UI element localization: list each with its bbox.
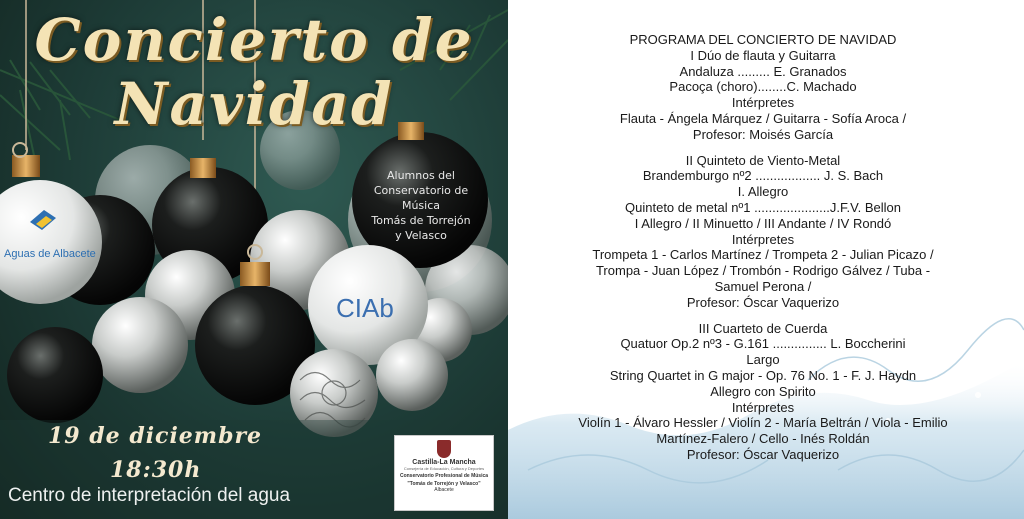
caption-line: Alumnos del <box>386 169 455 182</box>
event-venue: Centro de interpretación del agua <box>8 485 291 506</box>
logo-department: Consejería de Educación, Cultura y Deportes <box>403 466 485 471</box>
program-line: Intérpretes <box>731 95 795 111</box>
program-line: III Cuarteto de Cuerda <box>698 320 828 336</box>
program-line: Flauta - Ángela Márquez / Guitarra - Sofía Aroca / <box>619 110 907 126</box>
logo-school-line1: Conservatorio Profesional de Música <box>399 473 489 479</box>
program-line: I Dúo de flauta y Guitarra <box>690 47 836 63</box>
program-line: Allegro con Spirito <box>710 383 816 399</box>
caption-line: Música <box>401 199 441 212</box>
concert-program <box>508 0 1024 519</box>
program-line: Martínez-Falero / Cello - Inés Roldán <box>656 431 870 447</box>
section-gap <box>508 143 1018 153</box>
program-line: Largo <box>746 352 780 368</box>
program-line: Pacoça (choro)........C. Machado <box>669 79 857 95</box>
program-line: Brandemburgo nº2 .................. J. S. Bach <box>642 168 884 184</box>
program-line: Andaluza ......... E. Granados <box>679 63 847 79</box>
caption-line: Conservatorio de <box>373 184 469 197</box>
program-line: String Quartet in G major - Op. 76 No. 1 - F. J. Haydn <box>609 367 917 383</box>
program-line: Profesor: Óscar Vaquerizo <box>686 294 840 310</box>
sponsor-aguas-label: Aguas de Albacete <box>4 248 96 260</box>
caption-line: Tomás de Torrejón <box>371 214 471 227</box>
program-line: Profesor: Óscar Vaquerizo <box>686 446 840 462</box>
program-line: Quatuor Op.2 nº3 - G.161 ............... L. Boccherini <box>620 336 906 352</box>
program-line: Quinteto de metal nº1 .....................J.F.V. Bellon <box>625 199 901 215</box>
program-line: Trompeta 1 - Carlos Martínez / Trompeta 2 - Julian Picazo / <box>592 247 934 263</box>
logo-school-line2: "Tomás de Torrejón y Velasco" <box>407 481 481 487</box>
event-time: 18:30h <box>110 457 202 483</box>
program-line: Profesor: Moisés García <box>692 126 834 142</box>
logo-region: Castilla-La Mancha <box>412 459 476 466</box>
event-date: 19 de diciembre <box>48 423 263 449</box>
section-gap <box>508 311 1018 321</box>
sponsor-ciab-label: CIAb <box>336 293 394 323</box>
program-line: Intérpretes <box>731 231 795 247</box>
conservatory-logo <box>394 435 494 511</box>
program-text <box>508 32 1018 463</box>
program-line: I. Allegro <box>737 184 789 200</box>
program-line: Violín 1 - Álvaro Hessler / Violín 2 - María Beltrán / Viola - Emilio <box>578 415 948 431</box>
poster-title-line2: Navidad <box>114 70 394 138</box>
program-line: II Quinteto de Viento-Metal <box>685 152 841 168</box>
program-line: Intérpretes <box>731 399 795 415</box>
program-line: Trompa - Juan López / Trombón - Rodrigo Gálvez / Tuba - <box>595 263 931 279</box>
logo-city: Albacete <box>434 487 454 493</box>
crest-icon <box>437 440 451 458</box>
program-line: I Allegro / II Minuetto / III Andante / IV Rondó <box>634 215 892 231</box>
program-line: Samuel Perona / <box>714 278 812 294</box>
poster-title-line1: Concierto de <box>34 6 474 74</box>
program-heading: PROGRAMA DEL CONCIERTO DE NAVIDAD <box>629 32 897 47</box>
concert-poster <box>0 0 508 519</box>
ornament-caption <box>356 168 486 243</box>
caption-line: y Velasco <box>395 229 447 242</box>
